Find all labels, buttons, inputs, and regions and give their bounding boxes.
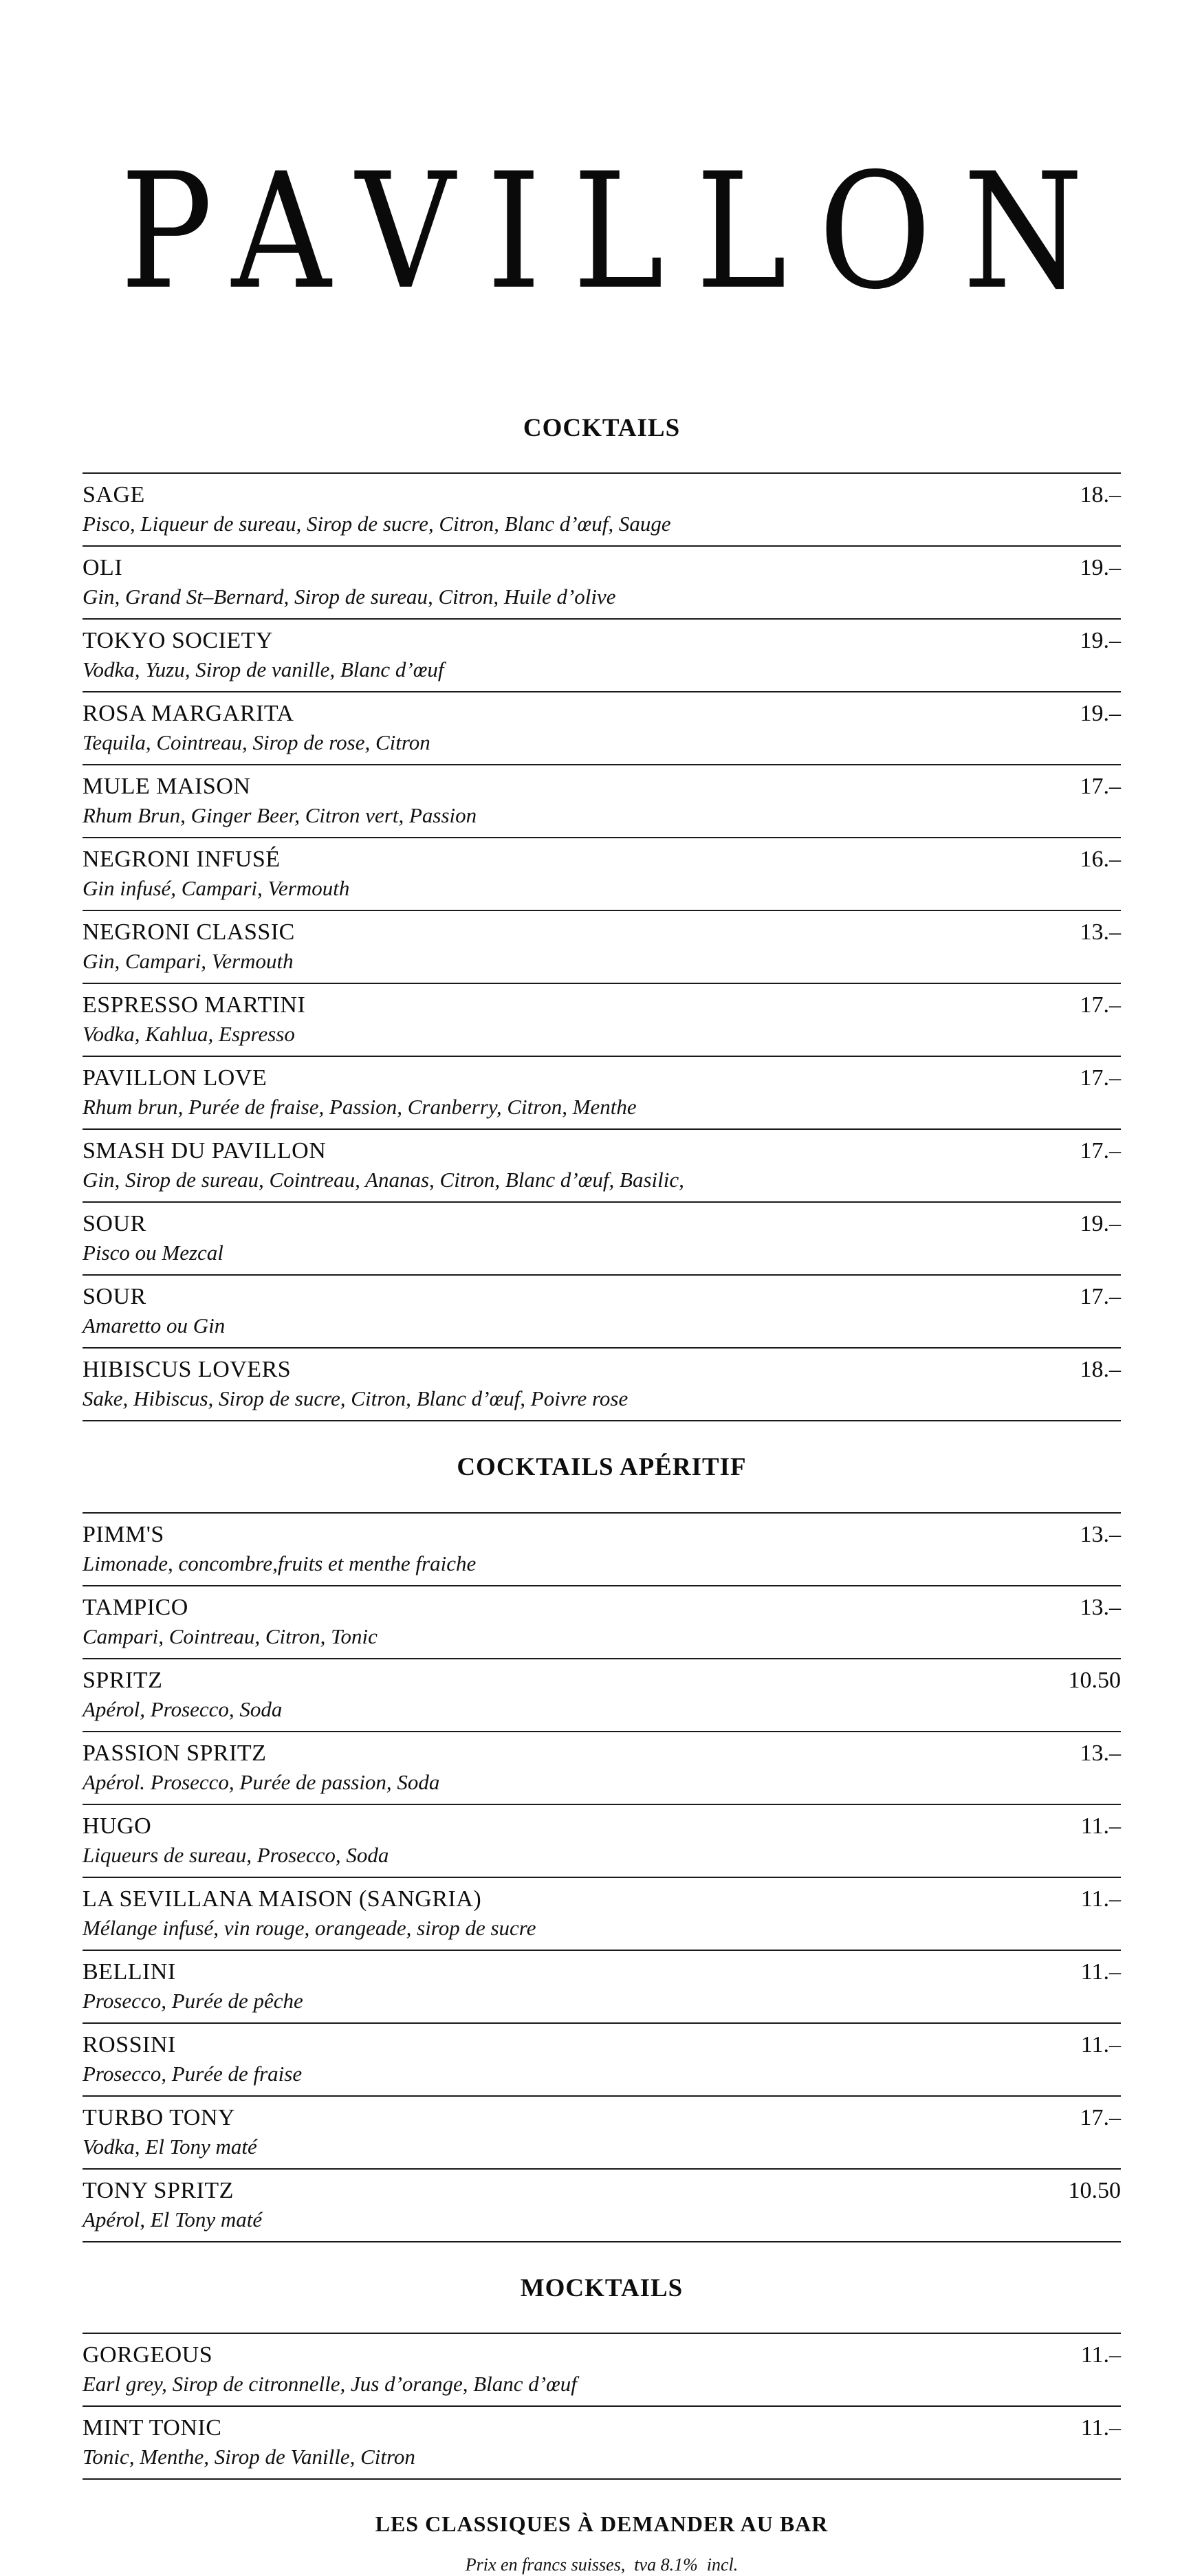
menu-item [83,547,1121,620]
item-price: 11.– [1080,1886,1121,1912]
item-description: Gin infusé, Campari, Vermouth [83,876,350,901]
item-name: TONY SPRITZ [83,2177,234,2203]
item-description: Tonic, Menthe, Sirop de Vanille, Citron [83,2445,415,2469]
item-row [83,772,1121,801]
item-name: ESPRESSO MARTINI [83,992,306,1018]
menu-item [83,1203,1121,1276]
item-name: OLI [83,555,123,581]
item-row [83,554,1121,582]
menu-item [83,765,1121,838]
item-description: Campari, Cointreau, Citron, Tonic [83,1624,378,1648]
item-description: Liqueurs de sureau, Prosecco, Soda [83,1842,389,1867]
item-name: MINT TONIC [83,2415,222,2441]
menu-item [83,1130,1121,1203]
menu-section [83,1421,1121,2242]
item-description: Vodka, Kahlua, Espresso [83,1022,295,1047]
item-name: HUGO [83,1813,152,1839]
item-description: Gin, Sirop de sureau, Cointreau, Ananas, Citron, Blanc d’œuf, Basilic, [83,1168,684,1192]
item-row [83,2104,1121,2132]
item-price: 13.– [1080,1594,1121,1620]
item-row [83,845,1121,874]
item-price: 19.– [1080,628,1121,654]
item-name: TAMPICO [83,1594,188,1620]
item-name: MULE MAISON [83,774,251,800]
item-row [83,1355,1121,1384]
item-price: 11.– [1080,1958,1121,1985]
item-row [83,2341,1121,2370]
item-description: Pisco ou Mezcal [83,1241,223,1265]
item-name: HIBISCUS LOVERS [83,1357,292,1383]
menu-item [83,2097,1121,2170]
item-price: 17.– [1080,992,1121,1018]
menu-item [83,1349,1121,1421]
item-name: SMASH DU PAVILLON [83,1138,327,1164]
item-description: Amaretto ou Gin [83,1313,226,1338]
section-items [83,2334,1121,2480]
item-description: Mélange infusé, vin rouge, orangeade, sirop de sucre [83,1915,536,1940]
item-name: ROSSINI [83,2031,176,2057]
item-row [83,1739,1121,1768]
item-row [83,1812,1121,1841]
item-row [83,626,1121,655]
item-row [83,1282,1121,1311]
item-description: Prosecco, Purée de pêche [83,1988,303,2013]
menu-item [83,2407,1121,2480]
item-name: SOUR [83,1211,146,1237]
item-price: 11.– [1080,2031,1121,2057]
item-name: PAVILLON LOVE [83,1065,267,1091]
brand-logo: PAVILLON [120,139,1115,325]
menu-item [83,620,1121,692]
menu-item [83,1732,1121,1805]
menu-item [83,838,1121,911]
item-name: NEGRONI INFUSÉ [83,847,281,873]
item-name: SOUR [83,1284,146,1310]
item-description: Vodka, El Tony maté [83,2134,257,2159]
menu-item [83,1586,1121,1659]
item-price: 11.– [1080,1813,1121,1839]
section-title: COCKTAILS APÉRITIF [457,1453,747,1482]
section-title: MOCKTAILS [520,2273,684,2302]
item-price: 19.– [1080,701,1121,727]
item-row [83,1137,1121,1166]
item-price: 17.– [1080,2104,1121,2130]
section-items [83,474,1121,1421]
item-price: 11.– [1080,2342,1121,2368]
item-row [83,991,1121,1020]
item-price: 10.50 [1068,2177,1121,2203]
item-row [83,1064,1121,1093]
menu-item [83,1276,1121,1349]
item-description: Rhum Brun, Ginger Beer, Citron vert, Passion [83,803,477,828]
section-header [83,1421,1121,1513]
item-row [83,481,1121,510]
section-header [83,2242,1121,2334]
item-row [83,2414,1121,2443]
menu-item [83,1057,1121,1130]
section-title: COCKTAILS [523,413,681,442]
item-row [83,2176,1121,2205]
menu-item [83,1514,1121,1586]
menu-item [83,1951,1121,2024]
menu-item [83,984,1121,1057]
menu-item [83,1659,1121,1732]
item-description: Limonade, concombre,fruits et menthe fraiche [83,1551,477,1575]
item-description: Apérol, Prosecco, Soda [83,1696,283,1721]
item-description: Earl grey, Sirop de citronnelle, Jus d’orange, Blanc d’œuf [83,2372,577,2397]
item-name: PIMM'S [83,1521,164,1547]
item-price: 17.– [1080,1065,1121,1091]
item-row [83,699,1121,728]
footer-note: LES CLASSIQUES À DEMANDER AU BAR [375,2511,829,2537]
item-description: Vodka, Yuzu, Sirop de vanille, Blanc d’œuf [83,657,444,682]
item-price: 19.– [1080,1211,1121,1237]
item-price: 13.– [1080,1521,1121,1547]
menu-item [83,2170,1121,2242]
item-price: 16.– [1080,847,1121,873]
menu [83,382,1121,2480]
item-name: SPRITZ [83,1667,163,1693]
item-description: Prosecco, Purée de fraise [83,2061,303,2086]
item-description: Gin, Campari, Vermouth [83,949,294,974]
menu-item [83,474,1121,547]
menu-section [83,2242,1121,2480]
item-price: 13.– [1080,1740,1121,1766]
item-price: 17.– [1080,1284,1121,1310]
item-description: Apérol. Prosecco, Purée de passion, Soda [83,1769,440,1794]
menu-item [83,2334,1121,2407]
item-row [83,1593,1121,1622]
menu-item [83,1878,1121,1951]
item-name: PASSION SPRITZ [83,1740,267,1766]
item-description: Apérol, El Tony maté [83,2207,263,2231]
section-header [83,382,1121,474]
item-row [83,1210,1121,1238]
item-price: 17.– [1080,774,1121,800]
footer-fine-print: Prix en francs suisses, tva 8.1% incl. [465,2555,739,2575]
item-name: LA SEVILLANA MAISON (SANGRIA) [83,1886,482,1912]
item-name: NEGRONI CLASSIC [83,919,295,946]
menu-item [83,2024,1121,2097]
item-name: GORGEOUS [83,2342,213,2368]
item-row [83,1885,1121,1914]
item-price: 19.– [1080,555,1121,581]
item-description: Rhum brun, Purée de fraise, Passion, Cranberry, Citron, Menthe [83,1095,637,1120]
item-name: SAGE [83,482,145,508]
item-description: Gin, Grand St–Bernard, Sirop de sureau, Citron, Huile d’olive [83,585,616,609]
item-price: 10.50 [1068,1667,1121,1693]
item-name: ROSA MARGARITA [83,701,294,727]
menu-item [83,911,1121,984]
item-price: 18.– [1080,482,1121,508]
item-name: TURBO TONY [83,2104,235,2130]
menu-section [83,382,1121,1421]
menu-item [83,692,1121,765]
item-row [83,918,1121,947]
item-row [83,1666,1121,1695]
item-price: 11.– [1080,2415,1121,2441]
item-description: Sake, Hibiscus, Sirop de sucre, Citron, Blanc d’œuf, Poivre rose [83,1386,629,1411]
item-price: 18.– [1080,1357,1121,1383]
item-description: Tequila, Cointreau, Sirop de rose, Citron [83,730,430,755]
item-row [83,1520,1121,1549]
item-name: TOKYO SOCIETY [83,628,273,654]
item-name: BELLINI [83,1958,176,1985]
item-row [83,1958,1121,1987]
item-description: Pisco, Liqueur de sureau, Sirop de sucre, Citron, Blanc d’œuf, Sauge [83,512,671,536]
item-row [83,2031,1121,2060]
section-items [83,1514,1121,2242]
item-price: 17.– [1080,1138,1121,1164]
menu-item [83,1805,1121,1878]
item-price: 13.– [1080,919,1121,946]
